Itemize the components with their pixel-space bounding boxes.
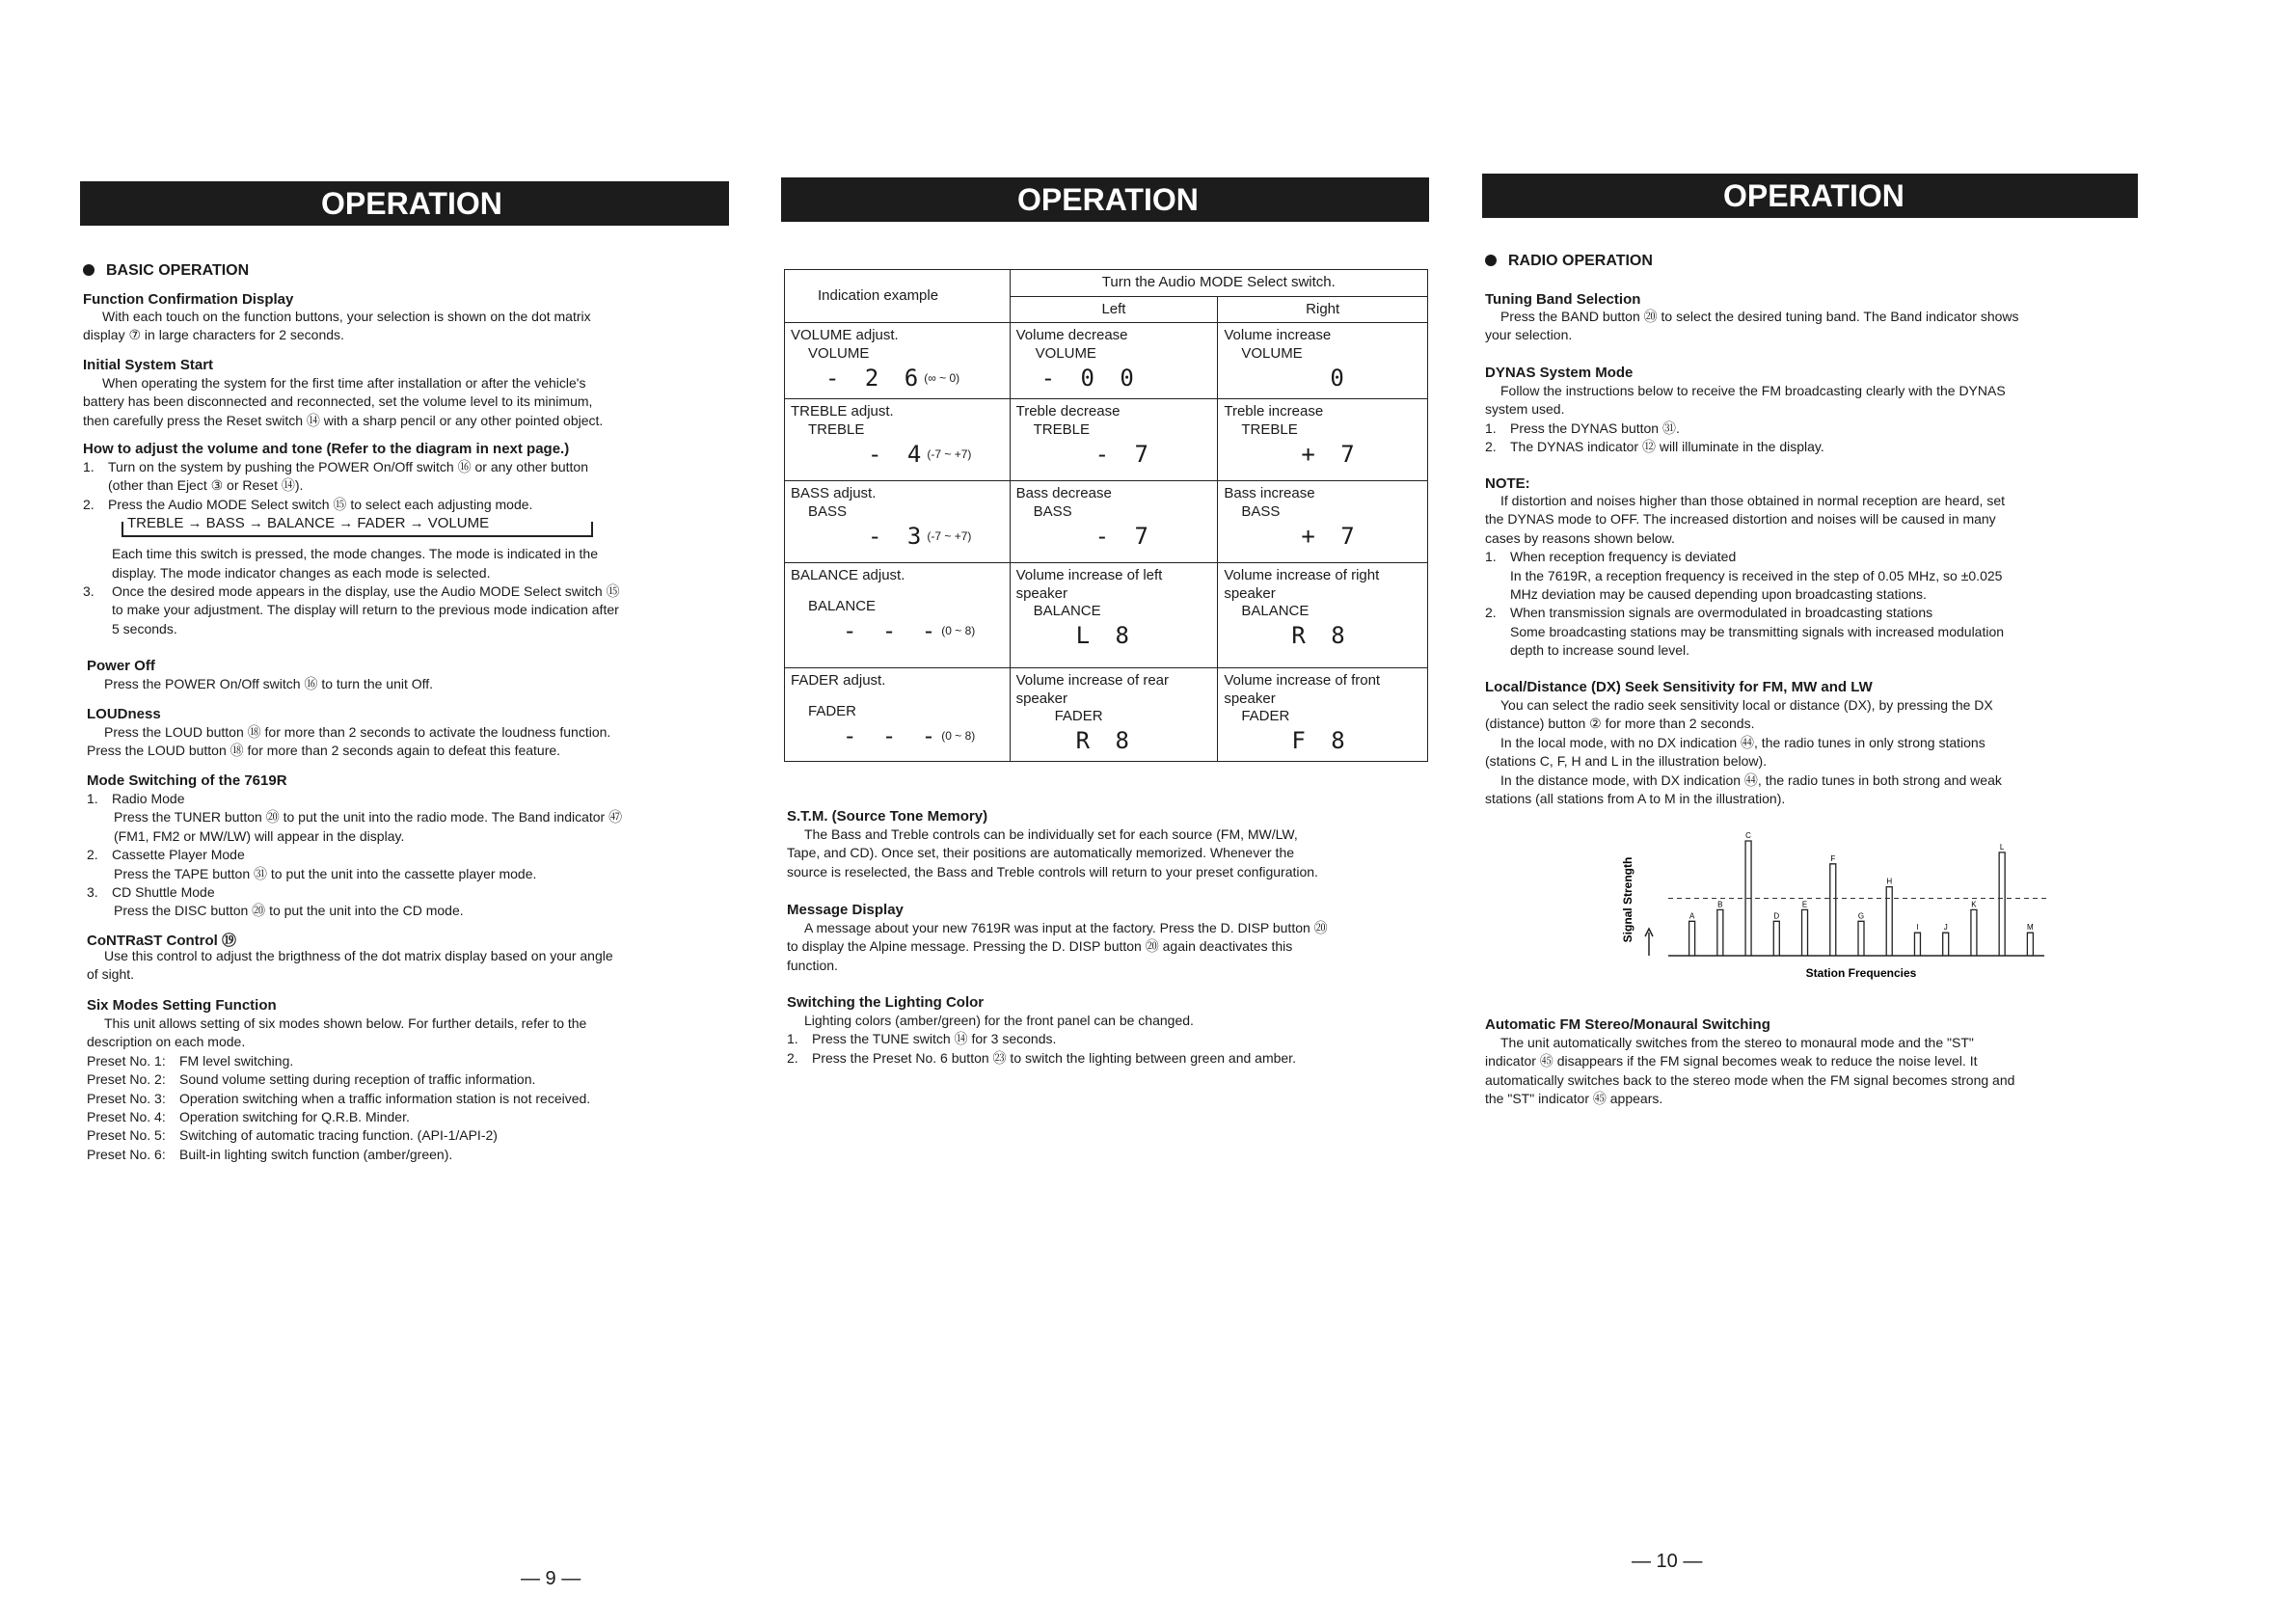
banner-right-title: OPERATION — [1723, 178, 1904, 213]
banner-middle-title: OPERATION — [1017, 182, 1199, 217]
page-number-left: — 9 — — [521, 1568, 581, 1589]
station-bar-H — [1886, 887, 1892, 956]
heading-tuning-band: Tuning Band Selection — [1485, 291, 1641, 308]
station-bar-A — [1689, 921, 1695, 956]
text-function-confirmation: With each touch on the function buttons, your selection is shown on the dot matrix display ⑦ in large characters for 2 seconds. — [83, 309, 591, 343]
banner-middle — [781, 177, 1429, 222]
table-row: TREBLE adjust. TREBLE - 4 (-7 ~ +7) Treble decrease TREBLE - 7 Treble increase TREBLE + 7 — [785, 399, 1428, 481]
indication-table — [784, 269, 1428, 762]
table-row: VOLUME adjust. VOLUME - 2 6 (∞ ~ 0) Volume decrease VOLUME - 0 0 Volume increase VOLUME 0 — [785, 323, 1428, 399]
text-note: If distortion and noises higher than those obtained in normal reception are heard, set the DYNAS mode to OFF. The increased distortion and noises will be caused in many cases by reasons shown below. 1. When reception frequency is deviated In the 7619R, a reception frequency is received in the step of 0.05 MHz, so ±0.025 MHz deviation may be caused depending upon broadcasting stations. 2. When transmission signals are overmodulated in broadcasting stations Some broadcasting stations may be transmitting signals with increased modulation depth to increase sound level. — [1485, 493, 2005, 659]
cycle-arrow-line — [122, 522, 593, 537]
heading-auto-stereo: Automatic FM Stereo/Monaural Switching — [1485, 1016, 1770, 1033]
page-number-right: — 10 — — [1632, 1551, 1703, 1572]
station-label-L: L — [1999, 842, 2005, 852]
x-axis-label: Station Frequencies — [1805, 966, 1917, 980]
station-bar-D — [1773, 921, 1779, 956]
station-bar-I — [1914, 933, 1920, 956]
heading-contrast-control: CoNTRaST Control ⑲ — [87, 933, 236, 949]
text-tuning-band: Press the BAND button ⑳ to select the desired tuning band. The Band indicator shows your selection. — [1485, 309, 2019, 343]
section-radio-operation: RADIO OPERATION — [1485, 253, 1653, 270]
preset-row: Preset No. 6: Built-in lighting switch function (amber/green). — [87, 1146, 453, 1162]
station-bar-J — [1943, 933, 1949, 956]
display-value: - 7 — [1094, 440, 1154, 468]
display-value: - 3 — [868, 522, 928, 550]
heading-dynas: DYNAS System Mode — [1485, 365, 1634, 381]
text-six-modes: This unit allows setting of six modes shown below. For further details, refer to the description on each mode. Preset No. 1: FM level switching. Preset No. 2: Sound volume setting during reception of traffic information. Preset No. 3: Operation switching when a traffic information station is not received. Preset No. 4: Operation switching for Q.R.B. Minder. Preset No. 5: Switching of automatic tracing function. (API-1/API-2) Preset No. 6: Built-in lighting switch function (amber/green). — [87, 1015, 590, 1164]
table-row: BASS adjust. BASS - 3 (-7 ~ +7) Bass decrease BASS - 7 Bass increase BASS + 7 — [785, 481, 1428, 563]
text-how-to-adjust: 1. Turn on the system by pushing the POWER On/Off switch ⑯ or any other button (other than Eject ③ or Reset ⑭). 2. Press the Audio MODE Select switch ⑮ to select each adjusting mode. TREBLE → BASS → BALANCE → FADER → VOLUME Each time this switch is pressed, the mode changes. The mode is indicated in the display. The mode indicator changes as each mode is selected. 3. Once the desired mode appears in the display, use the Audio MODE Select switch ⑮ to make your adjustment. The display will return to the previous mode indication after 5 seconds. — [83, 458, 739, 638]
text-auto-stereo: The unit automatically switches from the stereo to monaural mode and the "ST" indicator ㊺ disappears if the FM signal becomes weak to reduce the noise level. It automatically switches back to the stereo mode when the FM signal becomes strong and the "ST" indicator ㊺ appears. — [1485, 1035, 2015, 1107]
station-bar-K — [1971, 909, 1977, 956]
display-value: F 8 — [1291, 727, 1351, 755]
heading-function-confirmation: Function Confirmation Display — [83, 291, 294, 308]
table-row: FADER adjust. FADER - - - (0 ~ 8) Volume increase of rear speaker FADER R 8 Volume increase of front speaker FADER F 8 — [785, 668, 1428, 762]
display-value: - 4 — [868, 440, 928, 468]
station-bar-E — [1802, 909, 1808, 956]
heading-power-off: Power Off — [87, 658, 155, 674]
station-label-K: K — [1971, 900, 1977, 909]
text-message-display: A message about your new 7619R was input at the factory. Press the D. DISP button ⑳ to display the Alpine message. Pressing the D. DISP button ⑳ again deactivates this function. — [787, 920, 1328, 973]
display-value: - - - — [843, 721, 942, 749]
text-lighting-color: Lighting colors (amber/green) for the front panel can be changed. 1. Press the TUNE switch ⑭ for 3 seconds. 2. Press the Preset No. 6 button ㉓ to switch the lighting between green and amber. — [787, 1013, 1296, 1066]
station-bar-G — [1858, 921, 1864, 956]
station-label-D: D — [1773, 911, 1780, 921]
banner-right — [1482, 174, 2138, 218]
text-stm: The Bass and Treble controls can be individually set for each source (FM, MW/LW, Tape, and CD). Once set, their positions are automatically memorized. Whenever the source is reselected, the Bass and Treble controls will return to your preset configuration. — [787, 826, 1318, 880]
station-label-A: A — [1688, 911, 1695, 921]
heading-loudness: LOUDness — [87, 706, 161, 722]
table-row: BALANCE adjust. BALANCE - - - (0 ~ 8) Volume increase of left speaker BALANCE L 8 Volume increase of right speaker BALANCE R 8 — [785, 563, 1428, 668]
text-contrast-control: Use this control to adjust the brigthness of the dot matrix display based on your angle of sight. — [87, 948, 613, 983]
preset-row: Preset No. 4: Operation switching for Q.R.B. Minder. — [87, 1109, 410, 1125]
station-label-I: I — [1916, 923, 1919, 933]
th-left: Left — [1010, 296, 1218, 323]
section-basic-operation: BASIC OPERATION — [83, 262, 249, 280]
station-label-F: F — [1830, 853, 1836, 863]
display-value: L 8 — [1075, 622, 1135, 650]
station-label-C: C — [1745, 831, 1751, 840]
preset-row: Preset No. 3: Operation switching when a traffic information station is not received. — [87, 1090, 591, 1106]
station-label-G: G — [1857, 911, 1865, 921]
heading-stm: S.T.M. (Source Tone Memory) — [787, 808, 988, 825]
display-value: - 2 6 — [825, 364, 925, 392]
station-bar-M — [2027, 933, 2033, 956]
display-value: + 7 — [1301, 522, 1361, 550]
text-loudness: Press the LOUD button ⑱ for more than 2 seconds to activate the loudness function. Press the LOUD button ⑱ for more than 2 seconds again to defeat this feature. — [87, 724, 611, 759]
heading-note: NOTE: — [1485, 475, 1530, 492]
station-bar-L — [1999, 853, 2005, 956]
bullet-icon — [1485, 255, 1497, 266]
display-value: - - - — [843, 616, 942, 644]
station-label-E: E — [1801, 900, 1808, 909]
heading-six-modes: Six Modes Setting Function — [87, 997, 277, 1014]
preset-row: Preset No. 1: FM level switching. — [87, 1052, 294, 1069]
preset-row: Preset No. 2: Sound volume setting during reception of traffic information. — [87, 1071, 536, 1088]
banner-left-title: OPERATION — [321, 186, 502, 221]
display-value: R 8 — [1291, 622, 1351, 650]
text-dx-seek: You can select the radio seek sensitivity local or distance (DX), by pressing the DX (distance) button ② for more than 2 seconds. In the local mode, with no DX indication ㊹, the radio tunes in only strong stations (stations C, F, H and L in the illustration below). In the distance mode, with DX indication ㊹, the radio tunes in both strong and weak stations (all stations from A to M in the illustration). — [1485, 697, 2002, 807]
display-value: - 0 0 — [1040, 364, 1140, 392]
station-label-B: B — [1717, 900, 1723, 909]
text-dynas: Follow the instructions below to receive the FM broadcasting clearly with the DYNAS system used. 1. Press the DYNAS button ㉛. 2. The DYNAS indicator ⑫ will illuminate in the display. — [1485, 383, 2006, 455]
th-turn-switch: Turn the Audio MODE Select switch. — [1010, 270, 1427, 297]
display-value: 0 — [1330, 364, 1350, 392]
station-bar-B — [1717, 909, 1723, 956]
text-initial-system-start: When operating the system for the first time after installation or after the vehicle's battery has been disconnected and reconnected, set the volume level to its minimum, then carefully press the Reset switch ⑭ with a sharp pencil or any other pointed object. — [83, 375, 604, 428]
th-indication-example: Indication example — [785, 270, 1011, 323]
th-right: Right — [1218, 296, 1428, 323]
display-value: R 8 — [1075, 727, 1135, 755]
text-power-off: Press the POWER On/Off switch ⑯ to turn the unit Off. — [104, 676, 434, 691]
display-value: + 7 — [1301, 440, 1361, 468]
heading-how-to-adjust: How to adjust the volume and tone (Refer to the diagram in next page.) — [83, 441, 570, 457]
text-mode-switching: 1. Radio Mode Press the TUNER button ⑳ to put the unit into the radio mode. The Band indicator ㊼ (FM1, FM2 or MW/LW) will appear in the display. 2. Cassette Player Mode Press the TAPE button ㉛ to put the unit into the cassette player mode. 3. CD Shuttle Mode Press the DISC button ⑳ to put the unit into the CD mode. — [87, 791, 623, 919]
station-label-H: H — [1886, 877, 1893, 886]
banner-left — [80, 181, 729, 226]
heading-mode-switching: Mode Switching of the 7619R — [87, 772, 287, 789]
station-label-M: M — [2027, 923, 2034, 933]
signal-strength-chart — [1620, 827, 2064, 982]
heading-initial-system-start: Initial System Start — [83, 357, 214, 373]
station-label-J: J — [1943, 923, 1948, 933]
station-bar-F — [1830, 864, 1836, 956]
heading-dx-seek: Local/Distance (DX) Seek Sensitivity for FM, MW and LW — [1485, 679, 1873, 695]
preset-row: Preset No. 5: Switching of automatic tracing function. (API-1/API-2) — [87, 1127, 498, 1144]
y-axis-label: Signal Strength — [1621, 856, 1634, 943]
heading-lighting-color: Switching the Lighting Color — [787, 994, 985, 1011]
mode-cycle-diagram: TREBLE → BASS → BALANCE → FADER → VOLUME — [83, 514, 739, 539]
bullet-icon — [83, 264, 95, 276]
heading-message-display: Message Display — [787, 902, 904, 918]
display-value: - 7 — [1094, 522, 1154, 550]
